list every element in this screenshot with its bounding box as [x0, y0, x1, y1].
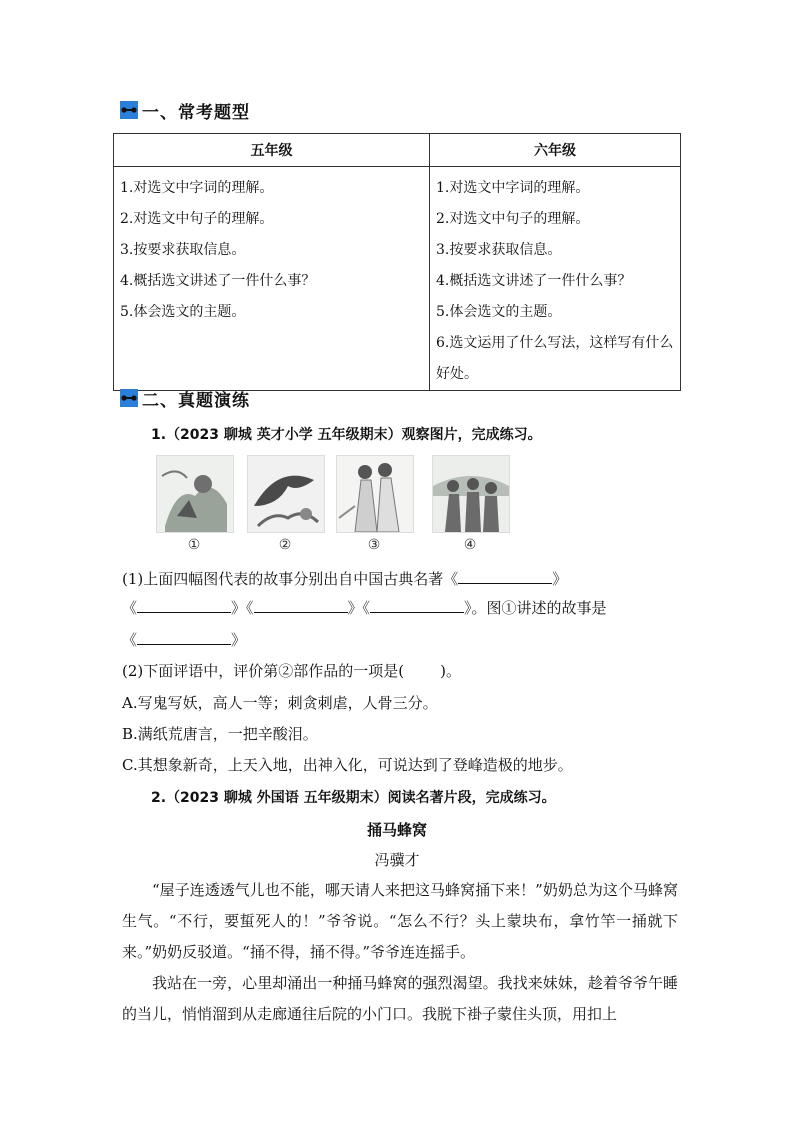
- story-author: 冯骥才: [374, 851, 420, 869]
- answer-blank[interactable]: [137, 598, 231, 613]
- question-1-title: 1.（2023 聊城 英才小学 五年级期末）观察图片，完成练习。: [151, 427, 542, 443]
- list-item: 5.体会选文的主题。: [120, 304, 246, 320]
- question-1-sub1-line2: 《 》《 》《 》。图①讲述的故事是: [122, 599, 607, 617]
- answer-blank[interactable]: [370, 598, 464, 613]
- answer-blank[interactable]: [254, 598, 348, 613]
- option-b: B.满纸荒唐言，一把辛酸泪。: [122, 725, 318, 743]
- table-cell-grade6: [429, 167, 680, 391]
- section-heading-2: [120, 386, 250, 410]
- list-item: 5.体会选文的主题。: [435, 304, 562, 320]
- list-item: 2.对选文中句子的理解。: [435, 211, 590, 227]
- illustration-label: ④: [463, 537, 477, 553]
- link-chain-icon: [120, 101, 138, 119]
- option-a: A.写鬼写妖，高人一等；刺贪刺虐，人骨三分。: [122, 694, 438, 712]
- section-heading-1: [120, 98, 250, 122]
- story-paragraph-1: “屋子连透透气儿也不能，哪天请人来把这马蜂窝捅下来！”奶奶总为这个马蜂窝生气。“不行，要蜇死人的！”爷爷说。“怎么不行？头上蒙块布，拿竹竿一捅就下来。”奶奶反驳道。“捅不得，捅不得。”爷爷连连摇手。: [122, 881, 678, 961]
- link-chain-icon: [120, 389, 138, 407]
- list-item: 6.选文运用了什么写法，这样写有什么好处。: [435, 335, 674, 382]
- list-item: 1.对选文中字词的理解。: [120, 180, 274, 196]
- list-item: 2.对选文中句子的理解。: [120, 211, 274, 227]
- question-1-sub2: (2)下面评语中，评价第②部作品的一项是( )。: [122, 662, 461, 680]
- illustration-1: [156, 455, 234, 533]
- question-2-title: 2.（2023 聊城 外国语 五年级期末）阅读名著片段，完成练习。: [151, 790, 556, 806]
- question-1-sub1-line1: (1)上面四幅图代表的故事分别出自中国古典名著《 》: [122, 570, 568, 588]
- illustration-2: [247, 455, 325, 533]
- question-1-sub1-line3: 《 》: [122, 631, 247, 649]
- illustration-label: ③: [367, 537, 381, 553]
- answer-blank[interactable]: [137, 630, 231, 645]
- list-item: 4.概括选文讲述了一件什么事？: [435, 273, 632, 289]
- answer-blank[interactable]: [458, 569, 552, 584]
- section-title-2: 二、真题演练: [142, 390, 250, 411]
- illustration-label: ①: [187, 537, 201, 553]
- illustration-3: [336, 455, 414, 533]
- illustration-label: ②: [278, 537, 292, 553]
- illustration-4: [432, 455, 510, 533]
- table-cell-grade5: [114, 167, 430, 391]
- list-item: 4.概括选文讲述了一件什么事？: [120, 273, 316, 289]
- illustration-strip: [156, 455, 516, 555]
- table-header-grade5: 五年级: [114, 134, 430, 167]
- story-title: 捅马蜂窝: [366, 821, 427, 839]
- story-paragraph-2: 我站在一旁，心里却涌出一种捅马蜂窝的强烈渴望。我找来妹妹，趁着爷爷午睡的当儿，悄悄溜到从走廊通往后院的小门口。我脱下褂子蒙住头顶，用扣上: [122, 974, 678, 1023]
- section-title-1: 一、常考题型: [142, 102, 250, 123]
- list-item: 1.对选文中字词的理解。: [435, 180, 590, 196]
- list-item: 3.按要求获取信息。: [435, 242, 562, 258]
- option-c: C.其想象新奇，上天入地，出神入化，可说达到了登峰造极的地步。: [122, 756, 573, 774]
- list-item: 3.按要求获取信息。: [120, 242, 246, 258]
- table-header-grade6: 六年级: [429, 134, 680, 167]
- question-type-table: [113, 133, 681, 391]
